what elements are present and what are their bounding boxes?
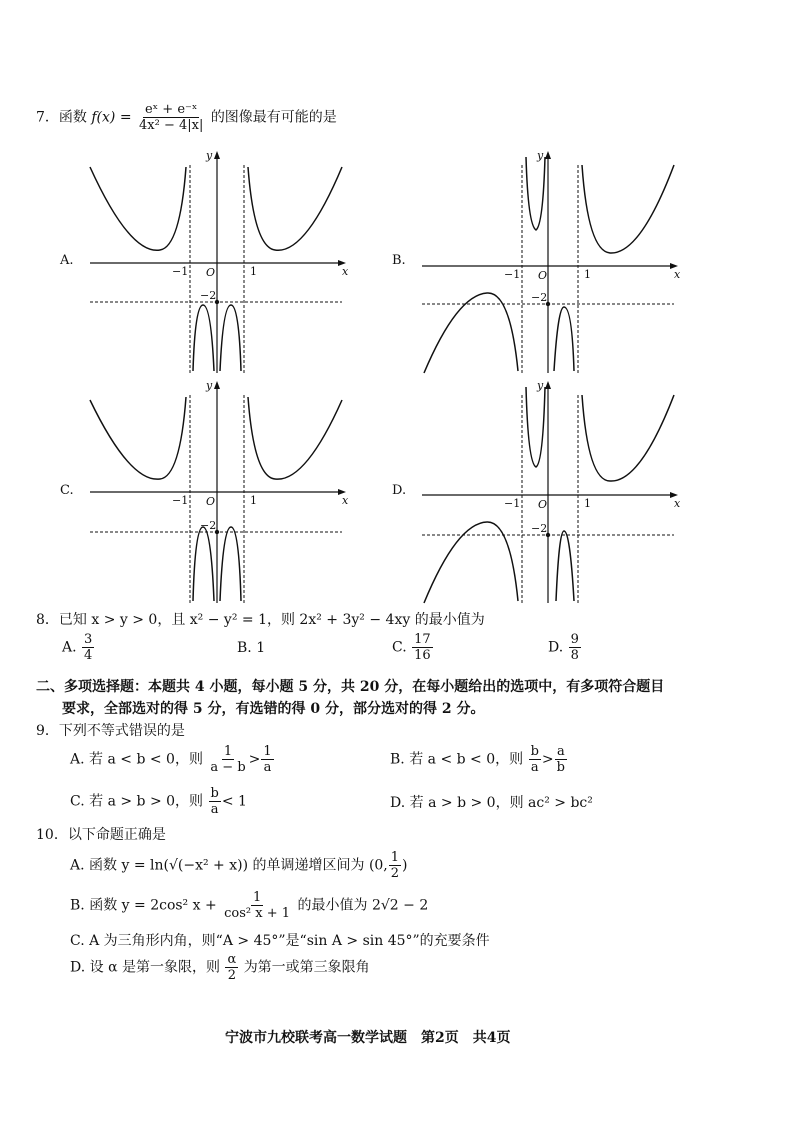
graph-a-curve-mid-right (220, 305, 241, 371)
q7-prefix: 函数 (58, 109, 87, 126)
graph-d-tick-1: 1 (584, 497, 591, 510)
graph-c-origin: O (206, 495, 216, 508)
graph-c (80, 375, 370, 605)
q7-func: f(x) = (91, 109, 132, 126)
q7-stem (36, 102, 337, 133)
q8-option-a[interactable]: A. $\frac{3}{4}$ (62, 632, 93, 663)
graph-c-tick-1: 1 (250, 494, 257, 507)
q8-option-b[interactable]: B. 1 (237, 640, 266, 656)
graph-a (80, 145, 370, 375)
graph-a-label: A. (60, 253, 74, 268)
graph-d-curve-mid-down (556, 531, 574, 601)
q7-number: 7． (36, 109, 59, 126)
q7-fraction (137, 102, 205, 133)
graph-d-y-label: y (537, 379, 544, 392)
graph-b-curve-right (582, 165, 674, 253)
graph-a-curve-right (248, 167, 342, 250)
graph-c-x-label: x (342, 494, 349, 507)
graph-b-tick-1: 1 (584, 268, 591, 281)
q7-numerator: eˣ + e⁻ˣ (144, 102, 198, 117)
q9-option-a[interactable]: A. 若 a < b < 0，则 $\frac{1}{a - b}$ > $\frac{1}{a}$ (70, 744, 272, 775)
section2-line1: 二、多项选择题：本题共 4 小题，每小题 5 分，共 20 分，在每小题给出的选项中，有多项符合题目 (36, 679, 665, 695)
graph-d-curve-left-low (424, 522, 518, 603)
graph-a-neg2: −2 (200, 289, 217, 302)
page-footer: 宁波市九校联考高一数学试题 第2页 共4页 (225, 1030, 511, 1046)
graph-d-x-label: x (674, 497, 681, 510)
graph-b-curve-left-low (424, 293, 518, 373)
graph-b (412, 145, 702, 375)
graph-a-curve-mid-left (193, 305, 214, 371)
graph-a-curve-left (90, 167, 186, 250)
q7-suffix: 的图像最有可能的是 (210, 109, 337, 126)
graph-c-curve-mid-left (193, 527, 214, 601)
q10-option-d[interactable]: D. 设 α 是第一象限，则 $\frac{\alpha}{2}$ 为第一或第三象限角 (70, 952, 370, 983)
graph-c-curve-left (90, 397, 186, 479)
graph-d-neg2: −2 (531, 522, 548, 535)
graph-d-label: D. (392, 483, 407, 498)
graph-d-curve-mid-up (526, 387, 545, 467)
q10-option-a[interactable]: A. 函数 y = ln(√(−x² + x)) 的单调递增区间为 (0, $\frac{1}{2}$ ) (70, 850, 408, 881)
q7-denominator: 4x² − 4|x| (139, 118, 204, 133)
q10-option-b[interactable]: B. 函数 y = 2cos² x + $\frac{1}{\text{cos² x + 1}}$ 的最小值为 2√2 − 2 (70, 890, 429, 921)
graph-b-label: B. (392, 253, 406, 268)
q10-option-c[interactable]: C. A 为三角形内角，则“A > 45°”是“sin A > sin 45°”的充要条件 (70, 933, 490, 949)
graph-b-tick-neg1: −1 (504, 268, 521, 281)
graph-a-origin: O (206, 266, 216, 279)
graph-a-y-label: y (206, 149, 213, 162)
graph-c-label: C. (60, 483, 74, 498)
section2-line2: 要求，全部选对的得 5 分，有选错的得 0 分，部分选对的得 2 分。 (62, 701, 485, 717)
graph-c-curve-right (248, 397, 342, 479)
q9-stem: 9．下列不等式错误的是 (36, 723, 185, 739)
graph-b-y-label: y (537, 149, 544, 162)
q10-stem: 10．以下命题正确是 (36, 827, 166, 843)
graph-d (412, 375, 702, 605)
graph-d-tick-neg1: −1 (504, 497, 521, 510)
q8-option-c[interactable]: C. $\frac{17}{16}$ (392, 632, 431, 663)
graph-a-tick-1: 1 (250, 265, 257, 278)
q8-option-d[interactable]: D. $\frac{9}{8}$ (548, 632, 579, 663)
graph-b-curve-mid-down (554, 307, 574, 371)
q9-option-d[interactable]: D. 若 a > b > 0，则 ac² > bc² (390, 795, 593, 811)
graph-d-curve-right (582, 395, 674, 481)
graph-c-y-label: y (206, 379, 213, 392)
q9-option-c[interactable]: C. 若 a > b > 0，则 $\frac{b}{a}$ < 1 (70, 786, 247, 817)
graph-c-curve-mid-right (220, 527, 241, 601)
graph-b-x-label: x (674, 268, 681, 281)
graph-c-neg2: −2 (200, 519, 217, 532)
q9-option-b[interactable]: B. 若 a < b < 0，则 $\frac{b}{a}$ > $\frac{a}{b}$ (390, 744, 565, 775)
q8-stem: 8．已知 x > y > 0，且 x² − y² = 1，则 2x² + 3y² − 4xy 的最小值为 (36, 612, 485, 628)
graph-d-origin: O (538, 498, 548, 511)
graph-b-origin: O (538, 269, 548, 282)
graph-a-x-label: x (342, 265, 349, 278)
graph-b-curve-mid-up (526, 157, 545, 230)
graph-a-tick-neg1: −1 (172, 265, 189, 278)
graph-c-tick-neg1: −1 (172, 494, 189, 507)
graph-b-neg2: −2 (531, 291, 548, 304)
